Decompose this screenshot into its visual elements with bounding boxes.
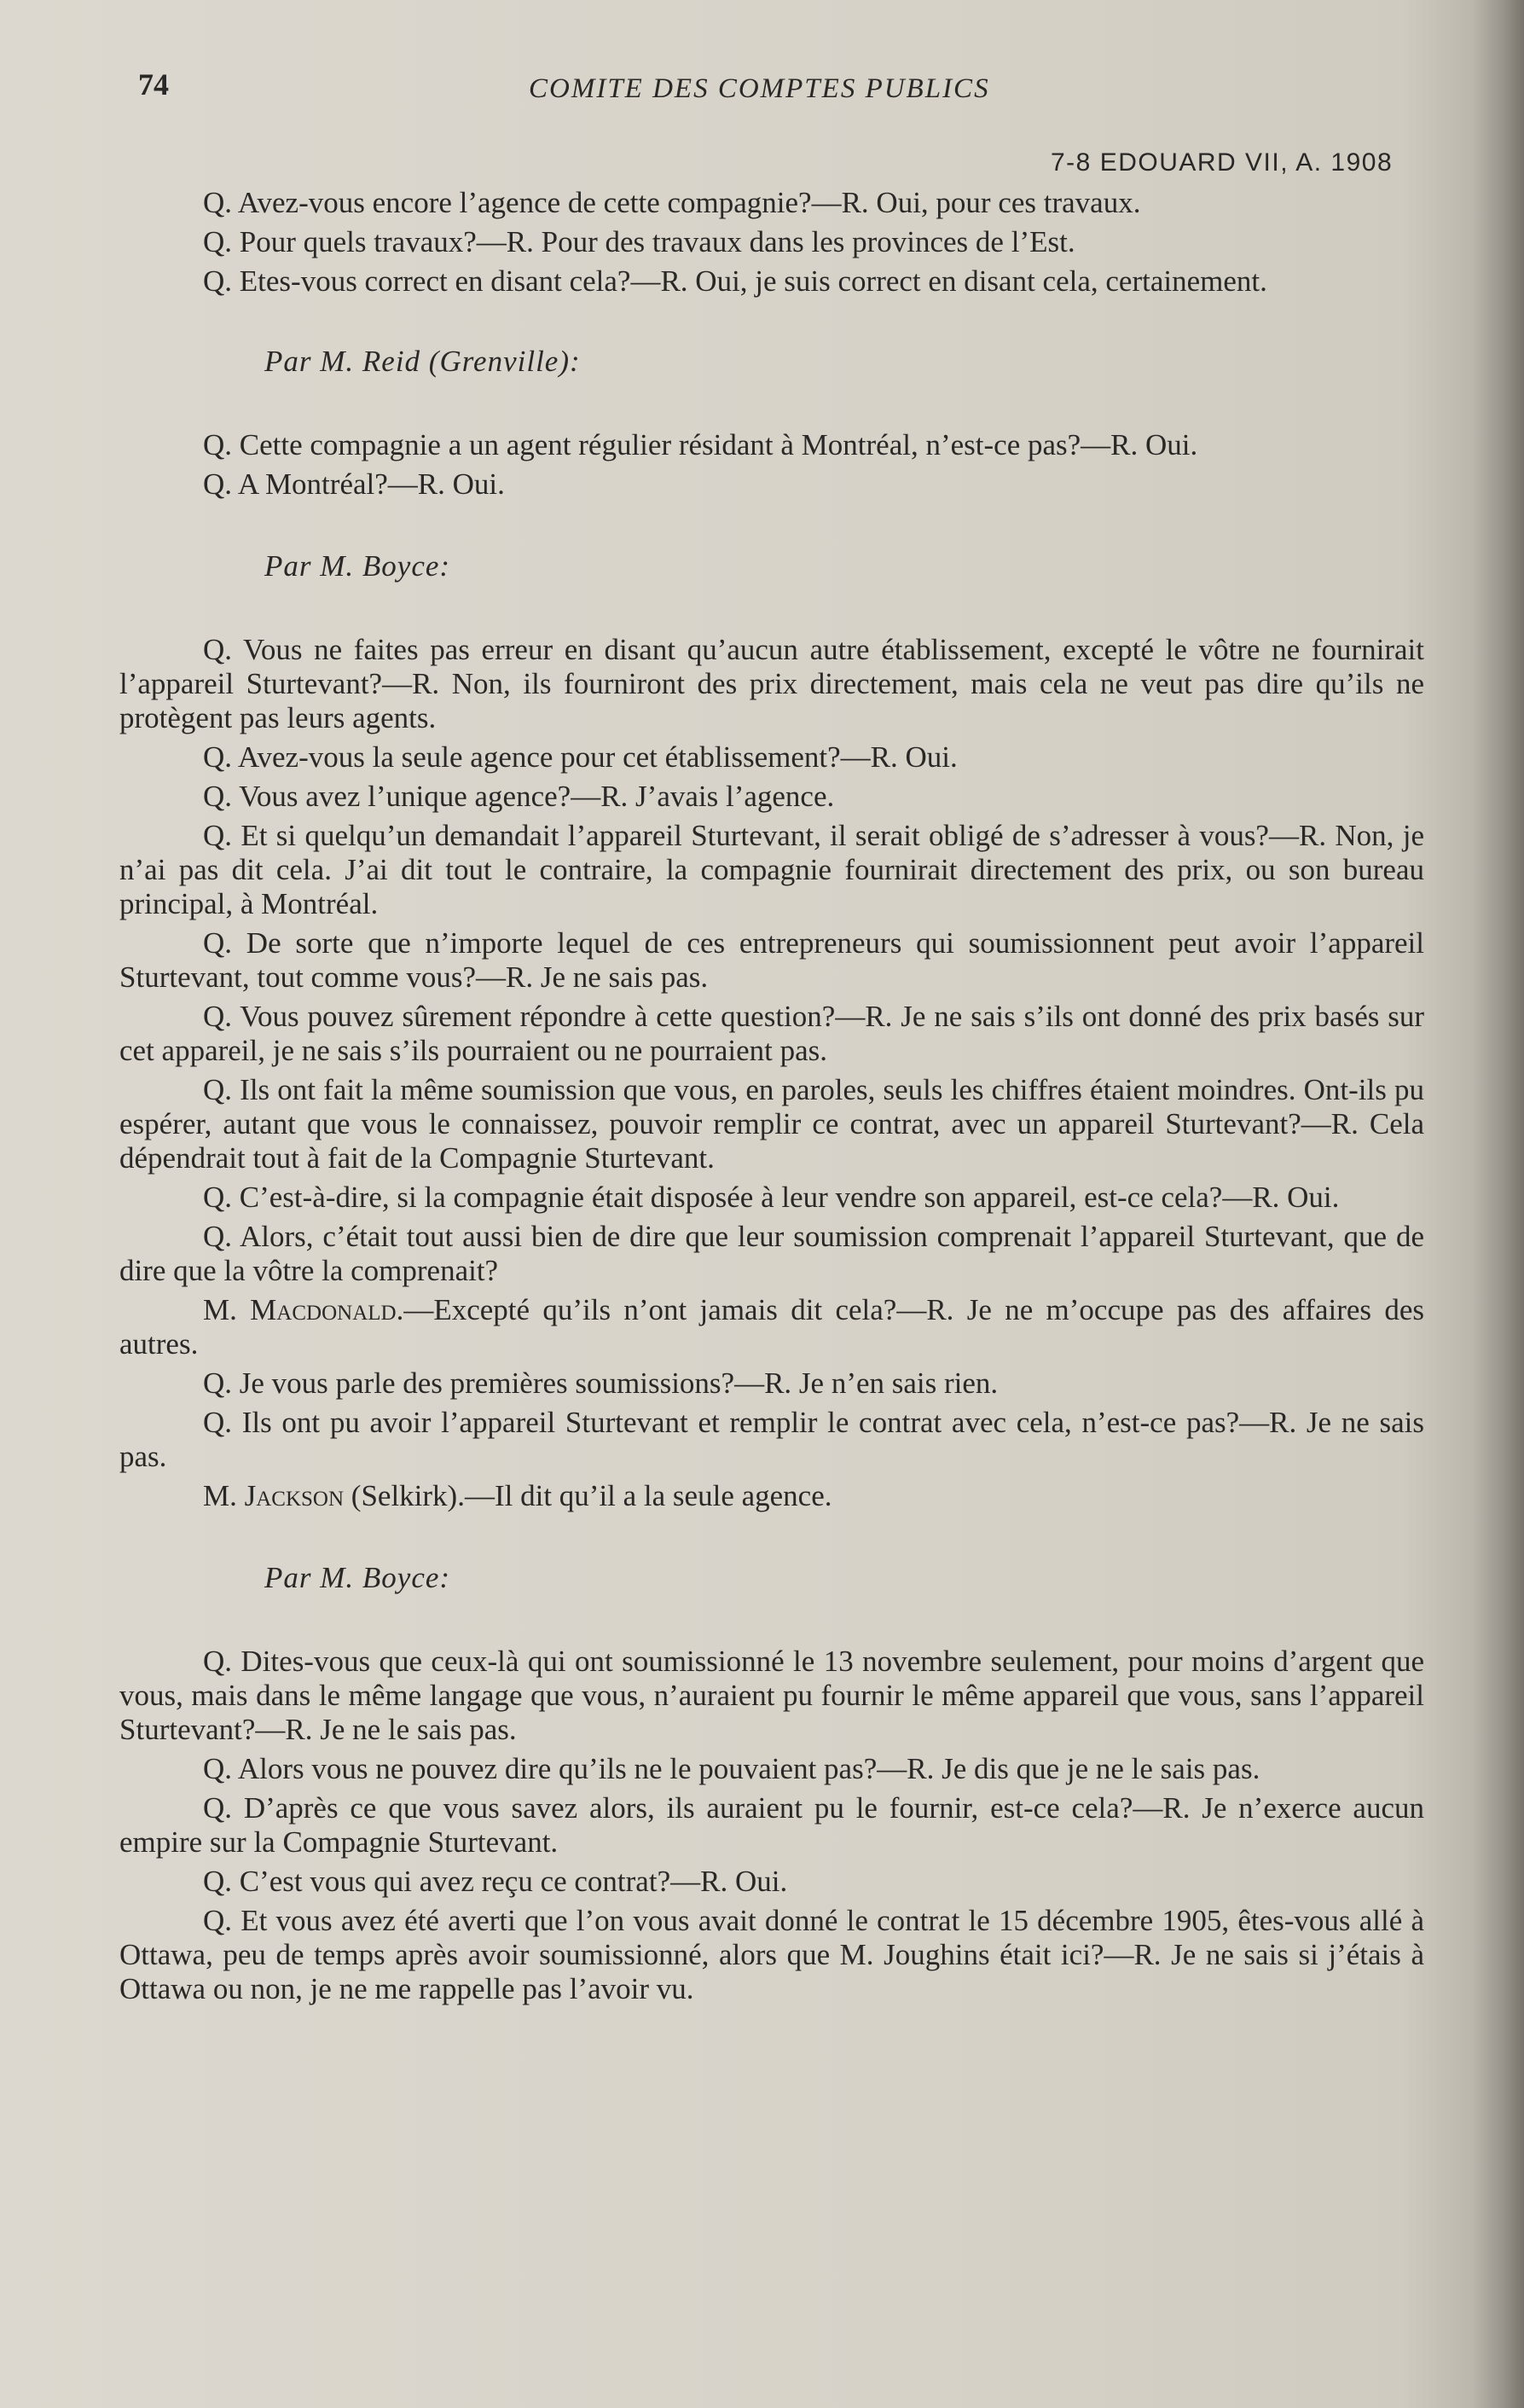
paragraph: Q. Pour quels travaux?—R. Pour des travaux dans les provinces de l’Est. xyxy=(203,225,1075,258)
paragraph: Q. Vous pouvez sûrement répondre à cette question?—R. Je ne sais s’ils ont donné des prix basés sur cet appareil, je ne sais s’ils pourraient ou ne pourraient pas. xyxy=(119,1000,1424,1067)
section-heading: Par M. Boyce: xyxy=(264,1561,451,1594)
page-body xyxy=(119,186,1424,2011)
paragraph: Q. Alors, c’était tout aussi bien de dire que leur soumission comprenait l’appareil Sturtevant, que de dire que la vôtre la comprenait? xyxy=(119,1220,1424,1287)
paragraph: Q. Ils ont pu avoir l’appareil Sturtevant et remplir le contrat avec cela, n’est-ce pas?—R. Je ne sais pas. xyxy=(119,1406,1424,1473)
running-head: COMITE DES COMPTES PUBLICS xyxy=(529,73,990,104)
page-binding-shadow xyxy=(1473,0,1524,2408)
paragraph: Q. D’après ce que vous savez alors, ils auraient pu le fournir, est-ce cela?—R. Je n’exerce aucun empire sur la Compagnie Sturtevant. xyxy=(119,1791,1424,1859)
section-heading: Par M. Boyce: xyxy=(264,549,451,583)
speaker-name: M. Jackson xyxy=(203,1479,345,1512)
paragraph: Q. C’est vous qui avez reçu ce contrat?—R. Oui. xyxy=(203,1865,788,1898)
paragraph: Q. Etes-vous correct en disant cela?—R. Oui, je suis correct en disant cela, certainement. xyxy=(203,264,1267,298)
paragraph: Q. Ils ont fait la même soumission que vous, en paroles, seuls les chiffres étaient moindres. Ont-ils pu espérer, autant que vous le connaissez, pouvoir remplir ce contrat, avec un appareil Sturtevant?—R. Cela dépendrait tout à fait de la Compagnie Sturtevant. xyxy=(119,1073,1424,1175)
paragraph: Q. Alors vous ne pouvez dire qu’ils ne le pouvaient pas?—R. Je dis que je ne le sais pas. xyxy=(203,1752,1260,1785)
speaker-paragraph xyxy=(119,1293,1424,1361)
speaker-paragraph xyxy=(119,1479,1424,1513)
paragraph: Q. Vous ne faites pas erreur en disant qu’aucun autre établissement, excepté le vôtre ne fournirait l’appareil Sturtevant?—R. Non, ils fourniront des prix directement, mais cela ne veut pas dire qu’ils ne protègent pas leurs agents. xyxy=(119,633,1424,734)
paragraph: Q. Avez-vous encore l’agence de cette compagnie?—R. Oui, pour ces travaux. xyxy=(203,186,1141,219)
speaker-name: M. Macdonald. xyxy=(203,1293,404,1326)
paragraph: Q. Et si quelqu’un demandait l’appareil Sturtevant, il serait obligé de s’adresser à vous?—R. Non, je n’ai pas dit cela. J’ai dit tout le contraire, la compagnie fournirait directement des prix, ou son bureau principal, à Montréal. xyxy=(119,819,1424,920)
paragraph: Q. Dites-vous que ceux-là qui ont soumissionné le 13 novembre seulement, pour moins d’argent que vous, mais dans le même langage que vous, n’auraient pu fournir le même appareil que vous, sans l’appareil Sturtevant?—R. Je ne le sais pas. xyxy=(119,1645,1424,1746)
session-label: 7-8 EDOUARD VII, A. 1908 xyxy=(1051,148,1394,177)
section-heading: Par M. Reid (Grenville): xyxy=(264,345,581,378)
paragraph: Q. De sorte que n’importe lequel de ces entrepreneurs qui soumissionnent peut avoir l’appareil Sturtevant, tout comme vous?—R. Je ne sais pas. xyxy=(119,926,1424,994)
paragraph: Q. Vous avez l’unique agence?—R. J’avais l’agence. xyxy=(203,780,835,813)
paragraph: Q. C’est-à-dire, si la compagnie était disposée à leur vendre son appareil, est-ce cela?—R. Oui. xyxy=(203,1181,1340,1214)
paragraph: Q. A Montréal?—R. Oui. xyxy=(203,467,505,501)
speaker-text: —Excepté qu’ils n’ont jamais dit cela?—R. Je ne m’occupe pas des affaires des autres. xyxy=(119,1293,1424,1361)
speaker-text: (Selkirk).—Il dit qu’il a la seule agence. xyxy=(344,1479,832,1512)
paragraph: Q. Avez-vous la seule agence pour cet établissement?—R. Oui. xyxy=(203,740,958,774)
paragraph: Q. Cette compagnie a un agent régulier résidant à Montréal, n’est-ce pas?—R. Oui. xyxy=(203,428,1198,461)
page-number: 74 xyxy=(138,67,169,102)
paragraph: Q. Et vous avez été averti que l’on vous avait donné le contrat le 15 décembre 1905, êtes-vous allé à Ottawa, peu de temps après avoir soumissionné, alors que M. Joughins était ici?—R. Je ne sais si j’étais à Ottawa ou non, je ne me rappelle pas l’avoir vu. xyxy=(119,1904,1424,2005)
paragraph: Q. Je vous parle des premières soumissions?—R. Je n’en sais rien. xyxy=(203,1366,999,1400)
